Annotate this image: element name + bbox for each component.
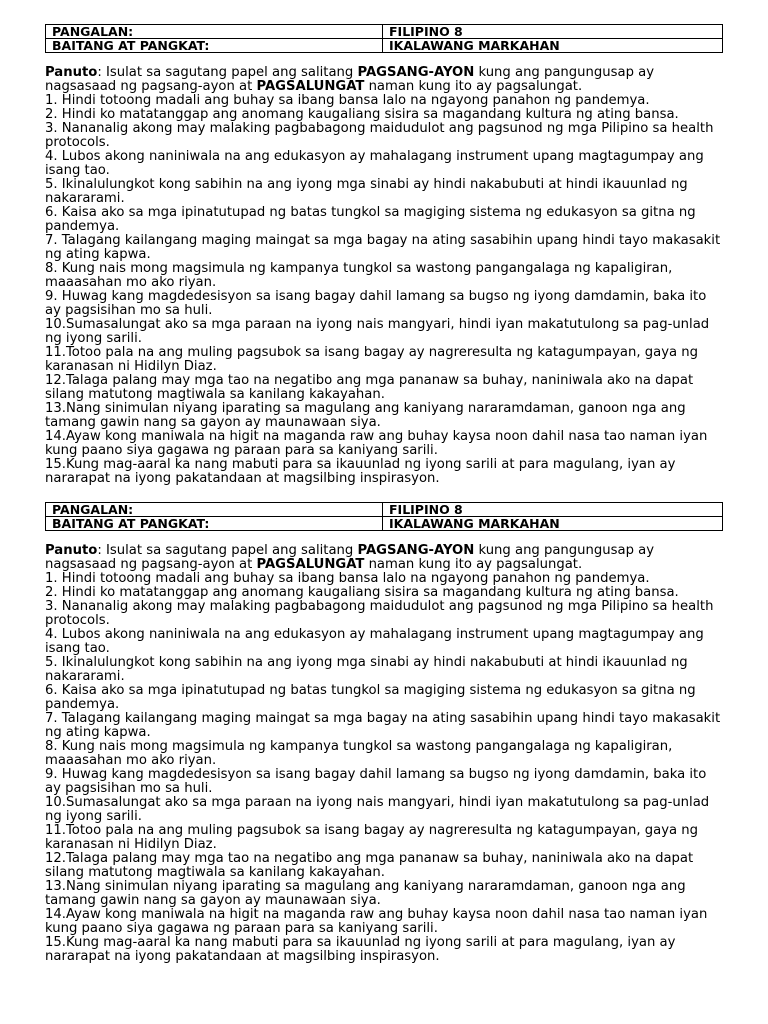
- item-7: 7. Talagang kailangang maging maingat sa mga bagay na ating sasabihin upang hindi tayo makasakit ng ating kapwa.: [45, 711, 721, 740]
- item-13: 13.Nang sinimulan niyang iparating sa magulang ang kaniyang nararamdaman, ganoon nga ang tamang gawin nang sa gayon ay maunawaan siya.: [45, 401, 686, 430]
- item-2: 2. Hindi ko matatanggap ang anomang kaugaliang sisira sa magandang kultura ng ating bansa.: [45, 107, 679, 122]
- item-10: 10.Sumasalungat ako sa mga paraan na iyong nais mangyari, hindi iyan makatutulong sa pag-unlad ng iyong sarili.: [45, 317, 710, 346]
- item-8: 8. Kung nais mong magsimula ng kampanya tungkol sa wastong pangangalaga ng kapaligiran, maaasahan mo ako riyan.: [45, 739, 673, 768]
- item-15: 15.Kung mag-aaral ka nang mabuti para sa ikauunlad ng iyong sarili at para magulang, iyan ay nararapat na iyong pakatandaan at magsilbing inspirasyon.: [45, 457, 676, 486]
- item-8: 8. Kung nais mong magsimula ng kampanya tungkol sa wastong pangangalaga ng kapaligiran, maaasahan mo ako riyan.: [45, 261, 673, 290]
- subject-label: FILIPINO 8: [383, 25, 723, 39]
- worksheet-copy-1: [45, 24, 723, 486]
- item-3: 3. Nananalig akong may malaking pagbabagong maidudulot ang pagsunod ng mga Pilipino sa health protocols.: [45, 121, 714, 150]
- worksheet-body: [45, 544, 723, 964]
- instructions-text: naman kung ito ay pagsalungat.: [364, 557, 583, 572]
- item-9: 9. Huwag kang magdedesisyon sa isang bagay dahil lamang sa bugso ng iyong damdamin, baka ito ay pagsisihan mo sa huli.: [45, 289, 707, 318]
- item-7: 7. Talagang kailangang maging maingat sa mga bagay na ating sasabihin upang hindi tayo makasakit ng ating kapwa.: [45, 233, 721, 262]
- subject-label: FILIPINO 8: [383, 503, 723, 517]
- keyword-pagsalungat: PAGSALUNGAT: [256, 79, 365, 94]
- keyword-pagsang-ayon: PAGSANG-AYON: [357, 65, 475, 80]
- item-13: 13.Nang sinimulan niyang iparating sa magulang ang kaniyang nararamdaman, ganoon nga ang tamang gawin nang sa gayon ay maunawaan siya.: [45, 879, 686, 908]
- item-14: 14.Ayaw kong maniwala na higit na maganda raw ang buhay kaysa noon dahil nasa tao naman iyan kung paano siya gagawa ng paraan para sa kaniyang sarili.: [45, 907, 708, 936]
- name-label: PANGALAN:: [46, 503, 383, 517]
- instructions-text: kung ang pangungusap ay nagsasaad ng pagsang-ayon at: [45, 65, 655, 94]
- quarter-label: IKALAWANG MARKAHAN: [383, 517, 723, 531]
- item-6: 6. Kaisa ako sa mga ipinatutupad ng batas tungkol sa magiging sistema ng edukasyon sa gitna ng pandemya.: [45, 205, 696, 234]
- instructions-label: Panuto: [45, 65, 98, 80]
- item-6: 6. Kaisa ako sa mga ipinatutupad ng batas tungkol sa magiging sistema ng edukasyon sa gitna ng pandemya.: [45, 683, 696, 712]
- instructions-text: kung ang pangungusap ay nagsasaad ng pagsang-ayon at: [45, 543, 655, 572]
- header-row-1: [46, 25, 723, 39]
- instructions-text: Isulat sa sagutang papel ang salitang: [106, 543, 358, 558]
- worksheet-copy-2: [45, 502, 723, 964]
- item-5: 5. Ikinalulungkot kong sabihin na ang iyong mga sinabi ay hindi nakabubuti at hindi ikauunlad ng nakararami.: [45, 655, 688, 684]
- instructions-label: Panuto: [45, 543, 98, 558]
- item-3: 3. Nananalig akong may malaking pagbabagong maidudulot ang pagsunod ng mga Pilipino sa health protocols.: [45, 599, 714, 628]
- item-12: 12.Talaga palang may mga tao na negatibo ang mga pananaw sa buhay, naniniwala ako na dapat silang matutong magtiwala sa kanilang kakayahan.: [45, 851, 694, 880]
- instructions-colon: :: [97, 543, 106, 558]
- name-label: PANGALAN:: [46, 25, 383, 39]
- quarter-label: IKALAWANG MARKAHAN: [383, 39, 723, 53]
- item-12: 12.Talaga palang may mga tao na negatibo ang mga pananaw sa buhay, naniniwala ako na dapat silang matutong magtiwala sa kanilang kakayahan.: [45, 373, 694, 402]
- item-11: 11.Totoo pala na ang muling pagsubok sa isang bagay ay nagreresulta ng katagumpayan, gaya ng karanasan ni Hidilyn Diaz.: [45, 345, 699, 374]
- instructions-text: naman kung ito ay pagsalungat.: [364, 79, 583, 94]
- item-5: 5. Ikinalulungkot kong sabihin na ang iyong mga sinabi ay hindi nakabubuti at hindi ikauunlad ng nakararami.: [45, 177, 688, 206]
- item-2: 2. Hindi ko matatanggap ang anomang kaugaliang sisira sa magandang kultura ng ating bansa.: [45, 585, 679, 600]
- header-row-2: [46, 39, 723, 53]
- item-10: 10.Sumasalungat ako sa mga paraan na iyong nais mangyari, hindi iyan makatutulong sa pag-unlad ng iyong sarili.: [45, 795, 710, 824]
- keyword-pagsang-ayon: PAGSANG-AYON: [357, 543, 475, 558]
- instructions: [45, 66, 723, 94]
- item-1: 1. Hindi totoong madali ang buhay sa ibang bansa lalo na ngayong panahon ng pandemya.: [45, 93, 650, 108]
- item-1: 1. Hindi totoong madali ang buhay sa ibang bansa lalo na ngayong panahon ng pandemya.: [45, 571, 650, 586]
- item-11: 11.Totoo pala na ang muling pagsubok sa isang bagay ay nagreresulta ng katagumpayan, gaya ng karanasan ni Hidilyn Diaz.: [45, 823, 699, 852]
- item-14: 14.Ayaw kong maniwala na higit na maganda raw ang buhay kaysa noon dahil nasa tao naman iyan kung paano siya gagawa ng paraan para sa kaniyang sarili.: [45, 429, 708, 458]
- item-4: 4. Lubos akong naniniwala na ang edukasyon ay mahalagang instrument upang magtagumpay ang isang tao.: [45, 149, 704, 178]
- instructions: [45, 544, 723, 572]
- grade-section-label: BAITANG AT PANGKAT:: [46, 39, 383, 53]
- grade-section-label: BAITANG AT PANGKAT:: [46, 517, 383, 531]
- keyword-pagsalungat: PAGSALUNGAT: [256, 557, 365, 572]
- instructions-text: Isulat sa sagutang papel ang salitang: [106, 65, 358, 80]
- item-9: 9. Huwag kang magdedesisyon sa isang bagay dahil lamang sa bugso ng iyong damdamin, baka ito ay pagsisihan mo sa huli.: [45, 767, 707, 796]
- item-15: 15.Kung mag-aaral ka nang mabuti para sa ikauunlad ng iyong sarili at para magulang, iyan ay nararapat na iyong pakatandaan at magsilbing inspirasyon.: [45, 935, 676, 964]
- item-4: 4. Lubos akong naniniwala na ang edukasyon ay mahalagang instrument upang magtagumpay ang isang tao.: [45, 627, 704, 656]
- instructions-colon: :: [97, 65, 106, 80]
- header-row-2: [46, 517, 723, 531]
- header-table: [45, 24, 723, 53]
- header-row-1: [46, 503, 723, 517]
- worksheet-body: [45, 66, 723, 486]
- header-table: [45, 502, 723, 531]
